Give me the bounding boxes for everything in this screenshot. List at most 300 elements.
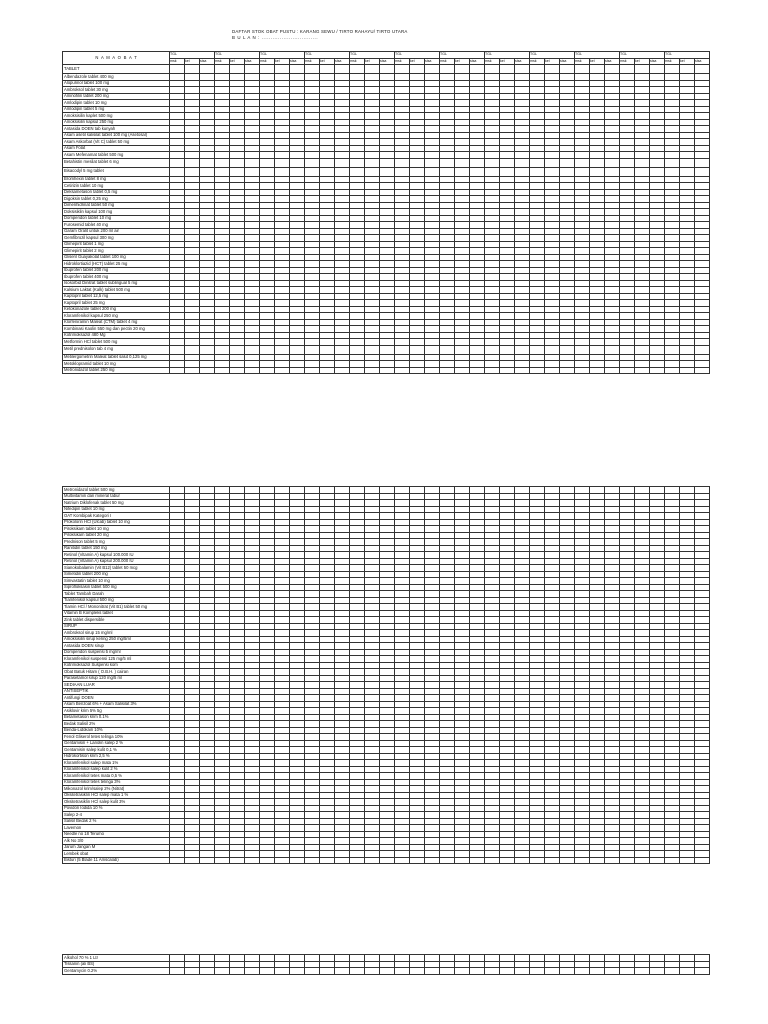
date-header-cell: TGL [440, 52, 485, 59]
date-header-cell: TGL [350, 52, 395, 59]
quantity-cell [485, 65, 500, 74]
item-name-cell: Gemfibrozil kapsul 300 mg [63, 235, 170, 242]
quantity-cell [290, 857, 305, 864]
quantity-cell [695, 367, 710, 374]
quantity-cell [200, 167, 215, 176]
quantity-cell [635, 167, 650, 176]
quantity-cell [245, 158, 260, 167]
quantity-cell [680, 968, 695, 975]
subcolumn-header-cell: kel [320, 59, 335, 65]
subcolumn-header-cell: msk [170, 59, 185, 65]
quantity-cell [560, 167, 575, 176]
item-name-cell: Sianokobalamin (Vit B12) tablet 50 mcg [63, 565, 170, 572]
quantity-cell [440, 968, 455, 975]
quantity-cell [260, 158, 275, 167]
item-name-cell: Kotrimoksazol Suspensi kom [63, 662, 170, 669]
quantity-cell [470, 857, 485, 864]
quantity-cell [230, 857, 245, 864]
item-name-cell: Asam Folat [63, 145, 170, 152]
quantity-cell [230, 167, 245, 176]
header-row-dates [63, 52, 710, 59]
item-name-cell: Benda-Lidokain 10% [63, 727, 170, 734]
item-name-cell: Alopurinol tablet 100 mg [63, 80, 170, 87]
item-name-cell: Gentamycin 0.2% [63, 968, 170, 975]
item-name-cell: Tiamin HCl / Mononitrat (Vit B1) tablet 50 mg [63, 604, 170, 611]
quantity-cell [365, 167, 380, 176]
quantity-cell [560, 968, 575, 975]
item-name-cell: Asam Mefenamat tablet 500 mg [63, 152, 170, 159]
quantity-cell [305, 367, 320, 374]
quantity-cell [335, 857, 350, 864]
quantity-cell [515, 65, 530, 74]
quantity-cell [545, 158, 560, 167]
quantity-cell [185, 367, 200, 374]
document-title [232, 29, 408, 41]
item-name-cell: Retinol (Vitamin A) kapsul 200.000 IU [63, 558, 170, 565]
date-header-cell: TGL [665, 52, 710, 59]
quantity-cell [410, 158, 425, 167]
item-name-cell: OAT Kombipak Kategori I [63, 513, 170, 520]
quantity-cell [200, 65, 215, 74]
quantity-cell [560, 158, 575, 167]
quantity-cell [695, 158, 710, 167]
item-name-cell: Doksisiklin kapsul 100 mg [63, 209, 170, 216]
date-header-cell: TGL [620, 52, 665, 59]
item-name-cell: Zink tablet dispersible [63, 617, 170, 624]
quantity-cell [275, 968, 290, 975]
item-name-cell: Piroksikam tablet 10 mg [63, 526, 170, 533]
item-name-cell: Glimepirit tablet 2 mg [63, 248, 170, 255]
quantity-cell [290, 345, 305, 354]
quantity-cell [380, 968, 395, 975]
quantity-cell [500, 158, 515, 167]
quantity-cell [515, 367, 530, 374]
quantity-cell [575, 158, 590, 167]
subcolumn-header-cell: sisa [290, 59, 305, 65]
subcolumn-header-cell: kel [680, 59, 695, 65]
item-name-cell: Kloramfenikol salep mata 1% [63, 760, 170, 767]
quantity-cell [200, 345, 215, 354]
item-name-cell: Alk No 3/0 [63, 838, 170, 845]
quantity-cell [335, 167, 350, 176]
quantity-cell [635, 345, 650, 354]
quantity-cell [515, 857, 530, 864]
item-name-cell: Domperidon suspensi 5 mg/ml [63, 649, 170, 656]
quantity-cell [680, 167, 695, 176]
quantity-cell [425, 167, 440, 176]
item-name-cell: Asam Askorbat (Vit C) tablet 50 mg [63, 139, 170, 146]
quantity-cell [260, 345, 275, 354]
subcolumn-header-cell: msk [305, 59, 320, 65]
item-name-cell: Aminofilin tablet 200 mg [63, 93, 170, 100]
quantity-cell [410, 367, 425, 374]
date-header-cell: TGL [530, 52, 575, 59]
item-name-cell: Metoklopramid tablet 10 mg [63, 361, 170, 368]
quantity-cell [485, 345, 500, 354]
quantity-cell [395, 968, 410, 975]
quantity-cell [380, 345, 395, 354]
item-name-cell: Amlodipin tablet 5 mg [63, 106, 170, 113]
quantity-cell [305, 158, 320, 167]
item-name-cell: Bisturi (5 Blade 11 Amscalab) [63, 857, 170, 864]
quantity-cell [410, 167, 425, 176]
subcolumn-header-cell: kel [230, 59, 245, 65]
item-name-cell: Klorfeniramin Maleat (CTM) tablet 4 mg [63, 319, 170, 326]
quantity-cell [665, 367, 680, 374]
quantity-cell [440, 367, 455, 374]
item-name-cell: Siprofloksasin tablet 500 mg [63, 584, 170, 591]
item-name-cell: Antasida DOEN tab kunyah [63, 126, 170, 133]
quantity-cell [605, 857, 620, 864]
quantity-cell [215, 345, 230, 354]
item-name-cell: Ibuprofen tablet 200 mg [63, 267, 170, 274]
item-name-cell: Parasetamol sirup 120 mg/5 ml [63, 675, 170, 682]
quantity-cell [665, 857, 680, 864]
item-name-cell: Cetirizin tablet 10 mg [63, 183, 170, 190]
item-name-cell: Metil prednisolon tab 4 mg [63, 345, 170, 354]
quantity-cell [380, 158, 395, 167]
item-name-cell: Metilergometrin Maleat tablet salut 0,125 mg [63, 354, 170, 361]
subcolumn-header-cell: msk [620, 59, 635, 65]
quantity-cell [605, 968, 620, 975]
quantity-cell [575, 367, 590, 374]
item-name-cell: Vitamin B Kompleks tablet [63, 610, 170, 617]
quantity-cell [500, 367, 515, 374]
subcolumn-header-cell: kel [590, 59, 605, 65]
quantity-cell [530, 158, 545, 167]
quantity-cell [545, 367, 560, 374]
quantity-cell [680, 345, 695, 354]
quantity-cell [395, 857, 410, 864]
item-name-cell: Obat Batuk Hitam ( O.B.H. ) cairan [63, 669, 170, 676]
quantity-cell [425, 158, 440, 167]
quantity-cell [305, 65, 320, 74]
quantity-cell [485, 167, 500, 176]
item-name-cell: Ambroksol tablet 30 mg [63, 87, 170, 94]
quantity-cell [575, 345, 590, 354]
quantity-cell [215, 65, 230, 74]
quantity-cell [485, 857, 500, 864]
quantity-cell [590, 65, 605, 74]
quantity-cell [590, 968, 605, 975]
quantity-cell [680, 857, 695, 864]
subcolumn-header-cell: sisa [695, 59, 710, 65]
item-name-cell: Lembek obat [63, 851, 170, 858]
quantity-cell [515, 167, 530, 176]
quantity-cell [575, 167, 590, 176]
quantity-cell [200, 158, 215, 167]
quantity-cell [530, 345, 545, 354]
quantity-cell [530, 65, 545, 74]
item-name-cell: Alkohol 70 % 1 Ltr [63, 955, 170, 962]
quantity-cell [350, 345, 365, 354]
quantity-cell [485, 968, 500, 975]
item-name-cell: Betahistin mesilat tablet 6 mg [63, 158, 170, 167]
item-name-cell: Multivitamin dan mineral tabur [63, 493, 170, 500]
item-name-cell: Kotrimoksazol 480 Mg [63, 332, 170, 339]
quantity-cell [215, 968, 230, 975]
item-name-cell: Amlodipin tablet 10 mg [63, 100, 170, 107]
item-name-cell: Asam Benzoat 6% + Asam Salisilat 3% [63, 701, 170, 708]
stock-table-section-3 [62, 954, 710, 975]
item-name-cell: Kaptopril tablet 25 mg [63, 300, 170, 307]
quantity-cell [455, 367, 470, 374]
item-name-cell: Ketokonazole tablet 200 mg [63, 306, 170, 313]
quantity-cell [425, 968, 440, 975]
quantity-cell [335, 367, 350, 374]
quantity-cell [575, 968, 590, 975]
table-row [63, 167, 710, 176]
quantity-cell [530, 968, 545, 975]
subcolumn-header-cell: kel [185, 59, 200, 65]
quantity-cell [560, 367, 575, 374]
quantity-cell [455, 857, 470, 864]
item-name-cell: Kalsium Laktat (Kalk) tablet 500 mg [63, 287, 170, 294]
quantity-cell [395, 345, 410, 354]
quantity-cell [290, 968, 305, 975]
item-name-cell: Simetidin tablet 200 mg [63, 571, 170, 578]
item-name-cell: Jarum Jangan M [63, 844, 170, 851]
quantity-cell [260, 65, 275, 74]
title-line-1: DAFTAR STOK OBAT PUSTU : KARANG SEWU / TIRTO RAHAYU/ TIRTO UTARA [232, 29, 408, 34]
quantity-cell [320, 857, 335, 864]
quantity-cell [635, 968, 650, 975]
quantity-cell [185, 857, 200, 864]
quantity-cell [245, 345, 260, 354]
item-name-cell: Bedak Salisil 2% [63, 721, 170, 728]
quantity-cell [530, 367, 545, 374]
quantity-cell [245, 857, 260, 864]
quantity-cell [500, 65, 515, 74]
quantity-cell [500, 345, 515, 354]
subcolumn-header-cell: kel [410, 59, 425, 65]
item-name-cell: Prednison tablet 5 mg [63, 539, 170, 546]
quantity-cell [350, 65, 365, 74]
quantity-cell [560, 345, 575, 354]
quantity-cell [275, 167, 290, 176]
quantity-cell [635, 367, 650, 374]
quantity-cell [170, 367, 185, 374]
subcolumn-header-cell: msk [395, 59, 410, 65]
quantity-cell [485, 367, 500, 374]
quantity-cell [305, 345, 320, 354]
date-header-cell: TGL [575, 52, 620, 59]
quantity-cell [290, 158, 305, 167]
subcolumn-header-cell: msk [575, 59, 590, 65]
quantity-cell [230, 968, 245, 975]
quantity-cell [590, 857, 605, 864]
quantity-cell [635, 857, 650, 864]
quantity-cell [695, 345, 710, 354]
quantity-cell [410, 968, 425, 975]
quantity-cell [335, 345, 350, 354]
quantity-cell [245, 968, 260, 975]
quantity-cell [470, 167, 485, 176]
quantity-cell [500, 968, 515, 975]
quantity-cell [455, 345, 470, 354]
table-row [63, 65, 710, 74]
quantity-cell [470, 367, 485, 374]
item-name-cell: Salep 2-4 [63, 812, 170, 819]
quantity-cell [665, 167, 680, 176]
quantity-cell [410, 345, 425, 354]
quantity-cell [650, 158, 665, 167]
quantity-cell [560, 857, 575, 864]
subcolumn-header-cell: kel [635, 59, 650, 65]
quantity-cell [215, 367, 230, 374]
quantity-cell [470, 968, 485, 975]
quantity-cell [365, 968, 380, 975]
quantity-cell [380, 167, 395, 176]
item-name-cell: Antasida DOEN sirup [63, 643, 170, 650]
quantity-cell [365, 367, 380, 374]
item-name-cell: Needle no 18 Terumo [63, 831, 170, 838]
quantity-cell [380, 65, 395, 74]
quantity-cell [170, 65, 185, 74]
quantity-cell [320, 367, 335, 374]
quantity-cell [380, 367, 395, 374]
item-name-cell: Lavemon [63, 825, 170, 832]
item-name-cell: Amoksisilin kaplet 500 mg [63, 113, 170, 120]
quantity-cell [350, 857, 365, 864]
quantity-cell [275, 158, 290, 167]
quantity-cell [380, 857, 395, 864]
quantity-cell [320, 167, 335, 176]
quantity-cell [275, 65, 290, 74]
quantity-cell [455, 158, 470, 167]
quantity-cell [455, 167, 470, 176]
item-name-cell: Metformin HCl tablet 500 mg [63, 339, 170, 346]
item-name-cell: Gliseril Guayakolat tablet 100 mg [63, 254, 170, 261]
quantity-cell [680, 158, 695, 167]
quantity-cell [440, 65, 455, 74]
item-name-cell: Kloramfenikol salep kulit 2 % [63, 766, 170, 773]
subcolumn-header-cell: msk [350, 59, 365, 65]
quantity-cell [290, 65, 305, 74]
quantity-cell [620, 345, 635, 354]
subcolumn-header-cell: sisa [560, 59, 575, 65]
item-name-cell: Albendazole tablet 400 mg [63, 74, 170, 81]
item-name-cell: Tiamfenikol kapsul 500 mg [63, 597, 170, 604]
quantity-cell [260, 857, 275, 864]
item-name-cell: Fenol Gliserol tetes telinga 10% [63, 734, 170, 741]
quantity-cell [350, 367, 365, 374]
quantity-cell [305, 857, 320, 864]
subcolumn-header-cell: kel [500, 59, 515, 65]
quantity-cell [230, 367, 245, 374]
quantity-cell [455, 65, 470, 74]
quantity-cell [170, 345, 185, 354]
item-name-cell: Hidrokortison krim 2,5 % [63, 753, 170, 760]
item-name-cell: Hidroklortiazid (HCT) tablet 25 mg [63, 261, 170, 268]
subcolumn-header-cell: kel [365, 59, 380, 65]
quantity-cell [305, 968, 320, 975]
quantity-cell [575, 857, 590, 864]
quantity-cell [545, 65, 560, 74]
quantity-cell [350, 167, 365, 176]
quantity-cell [680, 367, 695, 374]
quantity-cell [665, 158, 680, 167]
quantity-cell [290, 367, 305, 374]
item-name-cell: Ranitidin tablet 150 mg [63, 545, 170, 552]
quantity-cell [215, 167, 230, 176]
item-name-cell: Gentamisin salep kulit 0,1 % [63, 747, 170, 754]
item-name-cell: TABLET [63, 65, 170, 74]
quantity-cell [425, 345, 440, 354]
quantity-cell [200, 968, 215, 975]
item-name-cell: Natrium Diklofenak tablet 50 mg [63, 500, 170, 507]
quantity-cell [410, 857, 425, 864]
subcolumn-header-cell: sisa [425, 59, 440, 65]
item-name-cell: Ambroksol sirup 15 mg/ml [63, 630, 170, 637]
subcolumn-header-cell: msk [665, 59, 680, 65]
item-name-cell: Glimepirit tablet 1 mg [63, 241, 170, 248]
quantity-cell [620, 65, 635, 74]
quantity-cell [395, 65, 410, 74]
quantity-cell [185, 65, 200, 74]
subcolumn-header-cell: msk [215, 59, 230, 65]
subcolumn-header-cell: msk [440, 59, 455, 65]
quantity-cell [605, 158, 620, 167]
quantity-cell [590, 345, 605, 354]
quantity-cell [665, 968, 680, 975]
quantity-cell [320, 158, 335, 167]
quantity-cell [695, 968, 710, 975]
quantity-cell [215, 857, 230, 864]
item-name-cell: Ibuprofen tablet 400 mg [63, 274, 170, 281]
item-name-cell: Kaptopril tablet 12,5 mg [63, 293, 170, 300]
item-name-cell: Kloramfenikol tetes telinga 3% [63, 779, 170, 786]
quantity-cell [635, 158, 650, 167]
quantity-cell [260, 968, 275, 975]
item-name-cell: Garam Oralit untuk 200 ml air [63, 228, 170, 235]
subcolumn-header-cell: sisa [380, 59, 395, 65]
quantity-cell [560, 65, 575, 74]
quantity-cell [620, 158, 635, 167]
quantity-cell [620, 857, 635, 864]
quantity-cell [200, 857, 215, 864]
quantity-cell [320, 345, 335, 354]
subcolumn-header-cell: sisa [335, 59, 350, 65]
item-name-cell: Kloramfenikol tetes mata 0,5 % [63, 773, 170, 780]
item-name-cell: SEDIAAN LUAR [63, 682, 170, 689]
subcolumn-header-cell: sisa [515, 59, 530, 65]
table-row [63, 857, 710, 864]
quantity-cell [350, 968, 365, 975]
item-name-cell: Retinol (Vitamin A) kapsul 100.000 IU [63, 552, 170, 559]
quantity-cell [650, 857, 665, 864]
quantity-cell [605, 367, 620, 374]
quantity-cell [245, 65, 260, 74]
quantity-cell [620, 367, 635, 374]
quantity-cell [650, 345, 665, 354]
subcolumn-header-cell: msk [260, 59, 275, 65]
quantity-cell [530, 857, 545, 864]
item-name-cell: Piroksikam tablet 20 mg [63, 532, 170, 539]
item-name-cell: Asam asetil salisilat tablet 100 mg (Asetosal) [63, 132, 170, 139]
quantity-cell [425, 857, 440, 864]
quantity-cell [305, 167, 320, 176]
subcolumn-header-cell: kel [455, 59, 470, 65]
quantity-cell [275, 367, 290, 374]
quantity-cell [200, 367, 215, 374]
quantity-cell [365, 65, 380, 74]
item-name-cell: Antifungi DOEN [63, 695, 170, 702]
item-name-cell: Kombinasi Kaolin 550 mg dan pectin 20 mg [63, 326, 170, 333]
quantity-cell [635, 65, 650, 74]
item-name-cell: Gentamisin + Lanolin salep 2 % [63, 740, 170, 747]
quantity-cell [245, 367, 260, 374]
